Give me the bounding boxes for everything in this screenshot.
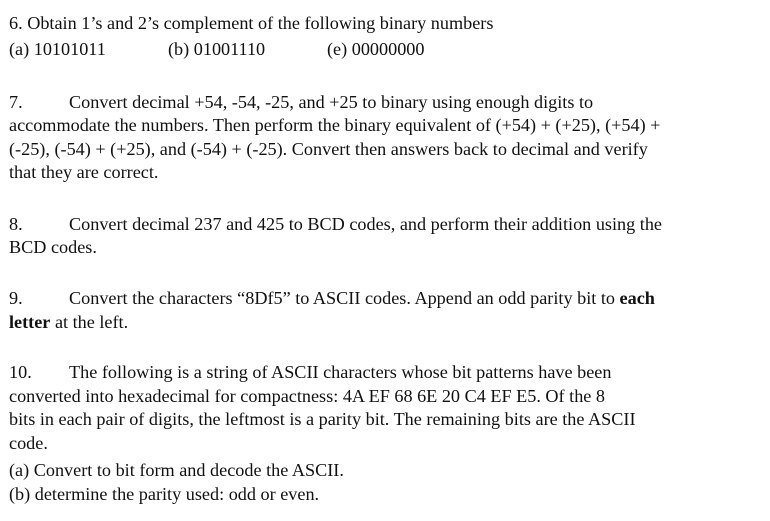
q10-line-4: code. <box>9 433 48 453</box>
q6-option-b: (b) 01001110 <box>168 39 266 59</box>
q8-line-2: BCD codes. <box>9 237 97 257</box>
q9-bold-letter: letter <box>9 312 51 332</box>
q10-part-a: (a) Convert to bit form and decode the ASCII. <box>9 460 344 480</box>
q10-line-3: bits in each pair of digits, the leftmost is a parity bit. The remaining bits are the ASCII <box>9 409 636 429</box>
q7-text-1: Convert decimal +54, -54, -25, and +25 to binary using enough digits to <box>69 92 594 112</box>
q7-line-1 <box>9 91 593 113</box>
q7-line-4: that they are correct. <box>9 162 159 182</box>
q9-bold-each: each <box>619 288 655 308</box>
q6-option-a: (a) 10101011 <box>9 39 106 59</box>
q8-number: 8. <box>9 214 23 234</box>
q6-option-e: (e) 00000000 <box>327 39 425 59</box>
q8-line-1 <box>9 213 662 235</box>
q10-line-1 <box>9 361 611 383</box>
q10-line-2: converted into hexadecimal for compactness: 4A EF 68 6E 20 C4 EF E5. Of the 8 <box>9 386 606 406</box>
q9-line-1 <box>9 287 655 309</box>
q9-line-2 <box>9 311 128 333</box>
q9-text-1: Convert the characters “8Df5” to ASCII codes. Append an odd parity bit to <box>69 288 620 308</box>
q9-number: 9. <box>9 288 23 308</box>
q10-text-1: The following is a string of ASCII characters whose bit patterns have been <box>69 362 612 382</box>
q6-title: 6. Obtain 1’s and 2’s complement of the following binary numbers <box>9 13 494 33</box>
q7-line-3: (-25), (-54) + (+25), and (-54) + (-25). Convert then answers back to decimal and verify <box>9 139 648 159</box>
q7-line-2: accommodate the numbers. Then perform the binary equivalent of (+54) + (+25), (+54) + <box>9 115 661 135</box>
q9-text-2: at the left. <box>50 312 129 332</box>
q10-part-b: (b) determine the parity used: odd or even. <box>9 484 320 504</box>
q10-number: 10. <box>9 362 32 382</box>
q8-text-1: Convert decimal 237 and 425 to BCD codes, and perform their addition using the <box>69 214 662 234</box>
q7-number: 7. <box>9 92 23 112</box>
